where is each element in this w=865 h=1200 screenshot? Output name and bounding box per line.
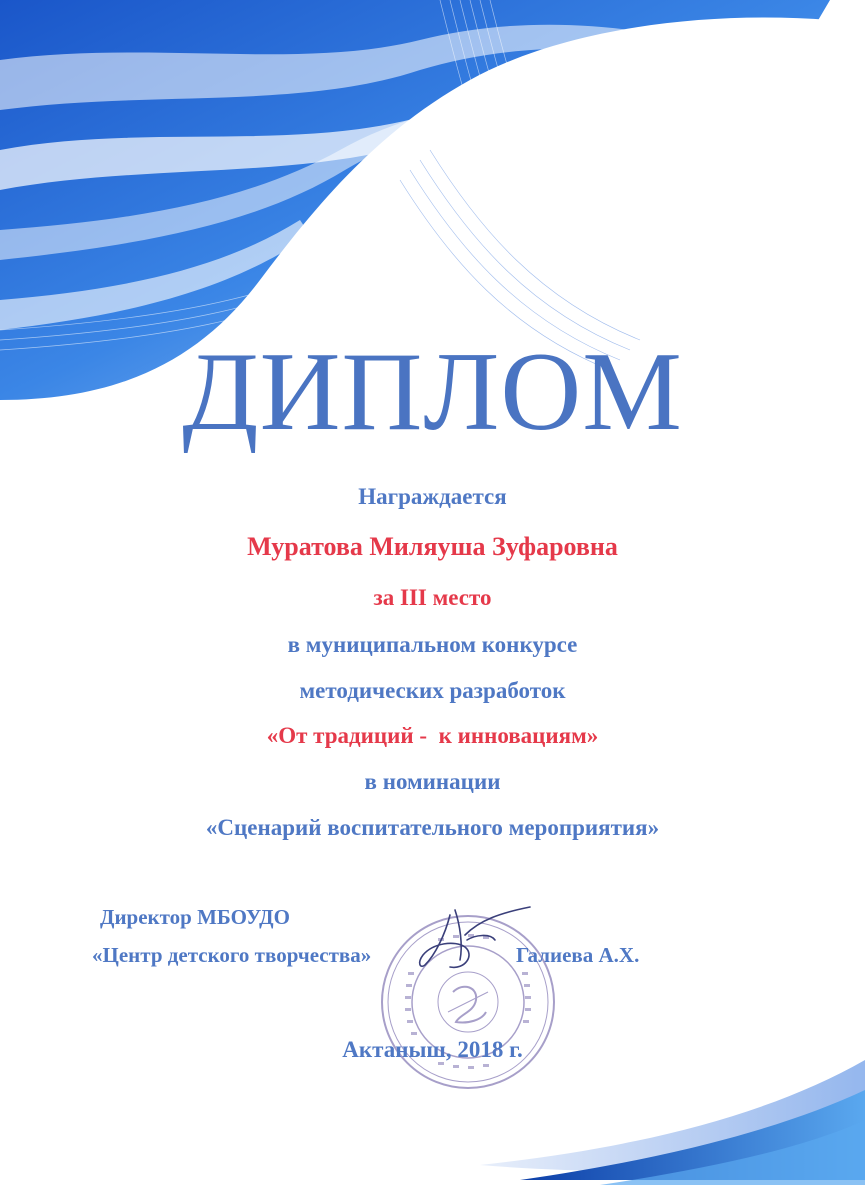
signatory-position-line-2: «Центр детского творчества» bbox=[92, 943, 372, 967]
signatory-name: Галиева А.Х. bbox=[516, 943, 640, 967]
place-and-year: Актаныш, 2018 г. bbox=[342, 1037, 523, 1062]
signatory-position-line-1: Директор МБОУДО bbox=[100, 905, 290, 929]
contest-line-2: методических разработок bbox=[299, 678, 566, 703]
contest-name: «От традиций - к инновациям» bbox=[266, 723, 599, 748]
diploma-title: ДИПЛОМ bbox=[182, 330, 683, 454]
contest-line-1: в муниципальном конкурсе bbox=[287, 632, 578, 657]
handwritten-signature bbox=[405, 895, 545, 985]
awarded-label: Награждается bbox=[358, 484, 507, 509]
nomination-name: «Сценарий воспитательного мероприятия» bbox=[205, 815, 660, 840]
recipient-name: Муратова Миляуша Зуфаровна bbox=[247, 532, 618, 561]
nomination-label: в номинации bbox=[364, 769, 501, 794]
place-text: за III место bbox=[373, 585, 492, 610]
